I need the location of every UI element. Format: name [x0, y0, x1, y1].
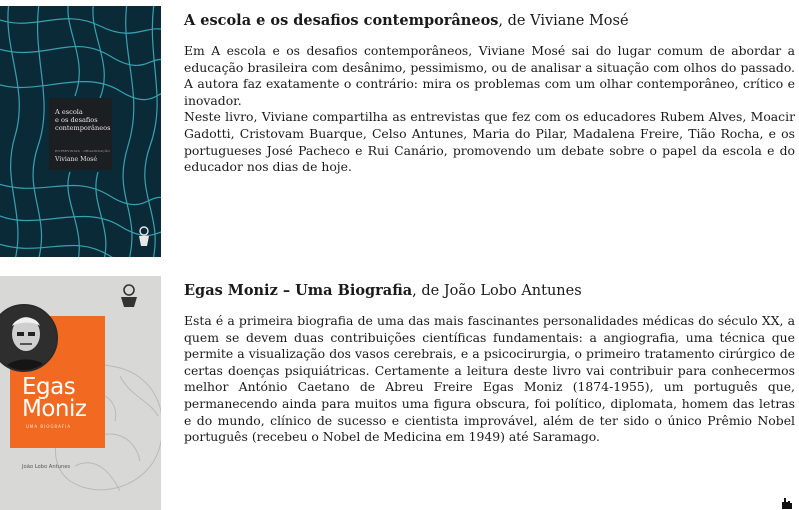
description-paragraph: Neste livro, Viviane compartilha as entrevistas que fez com os educadores Rubem Alves, Moacir Gadotti, Cristovam Buarque, Celso Antunes, Maria do Pilar, Madalena Freire, Tião Rocha, e os portugueses José Pacheco e Rui Canário, promovendo um debate sobre o papel da escola e do educador nos dias de hoje.	[184, 109, 795, 175]
publisher-logo-icon	[137, 226, 151, 248]
book-author: , de Viviane Mosé	[498, 13, 629, 29]
publisher-logo-icon	[118, 284, 140, 308]
description-paragraph: Esta é a primeira biografia de uma das mais fascinantes personalidades médicas do século XX, a quem se devem duas contribuições científicas fundamentais: a angiografia, uma técnica que permite a visualização dos vasos cerebrais, e a psicocirurgia, o primeiro tratamento cirúrgico de certas doenças psiquiátricas. Certamente a leitura deste livro vai contribuir para conhecermos melhor António Caetano de Abreu Freire Egas Moniz (1874-1955), um português que, permanecendo ainda para muitos uma figura obscura, foi político, diplomata, homem das letras e do mundo, clínico de sucesso e cientista improvável, além de ter sido o único Prêmio Nobel português (recebeu o Nobel de Medicina em 1949) até Saramago.	[184, 313, 795, 445]
portrait-icon	[0, 306, 56, 370]
cover-author: Viviane Mosé	[55, 156, 98, 163]
book-description	[184, 43, 795, 176]
book-heading	[184, 281, 795, 301]
book-heading	[184, 11, 795, 31]
cover-title: Egas Moniz	[22, 374, 87, 422]
cover-subtitle: UMA BIOGRAFIA	[26, 424, 72, 429]
book-author: , de João Lobo Antunes	[412, 283, 582, 299]
book-title[interactable]: Egas Moniz – Uma Biografia	[184, 282, 413, 299]
description-paragraph: Em A escola e os desafios contemporâneos, Viviane Mosé sai do lugar comum de abordar a educação brasileira com desânimo, pessimismo, ou de analisar a situação com olhos do passado. A autora faz exatamente o contrário: mira os problemas com um olhar contemporâneo, crítico e inovador.	[184, 43, 795, 108]
book-cover[interactable]	[0, 6, 161, 257]
book-title[interactable]: A escola e os desafios contemporâneos	[184, 12, 499, 29]
book-entry	[0, 272, 799, 510]
cover-title-box	[49, 98, 112, 170]
cursor-hand-icon	[778, 496, 794, 510]
book-details	[184, 281, 795, 446]
book-description	[184, 313, 795, 446]
book-cover[interactable]	[0, 276, 161, 510]
cover-title: A escola e os desafios contemporâneos	[55, 108, 111, 133]
cover-subtitle: ENTREVISTAS · ORGANIZAÇÃO	[55, 149, 110, 153]
cover-author: João Lobo Antunes	[22, 464, 71, 470]
book-details	[184, 11, 795, 176]
